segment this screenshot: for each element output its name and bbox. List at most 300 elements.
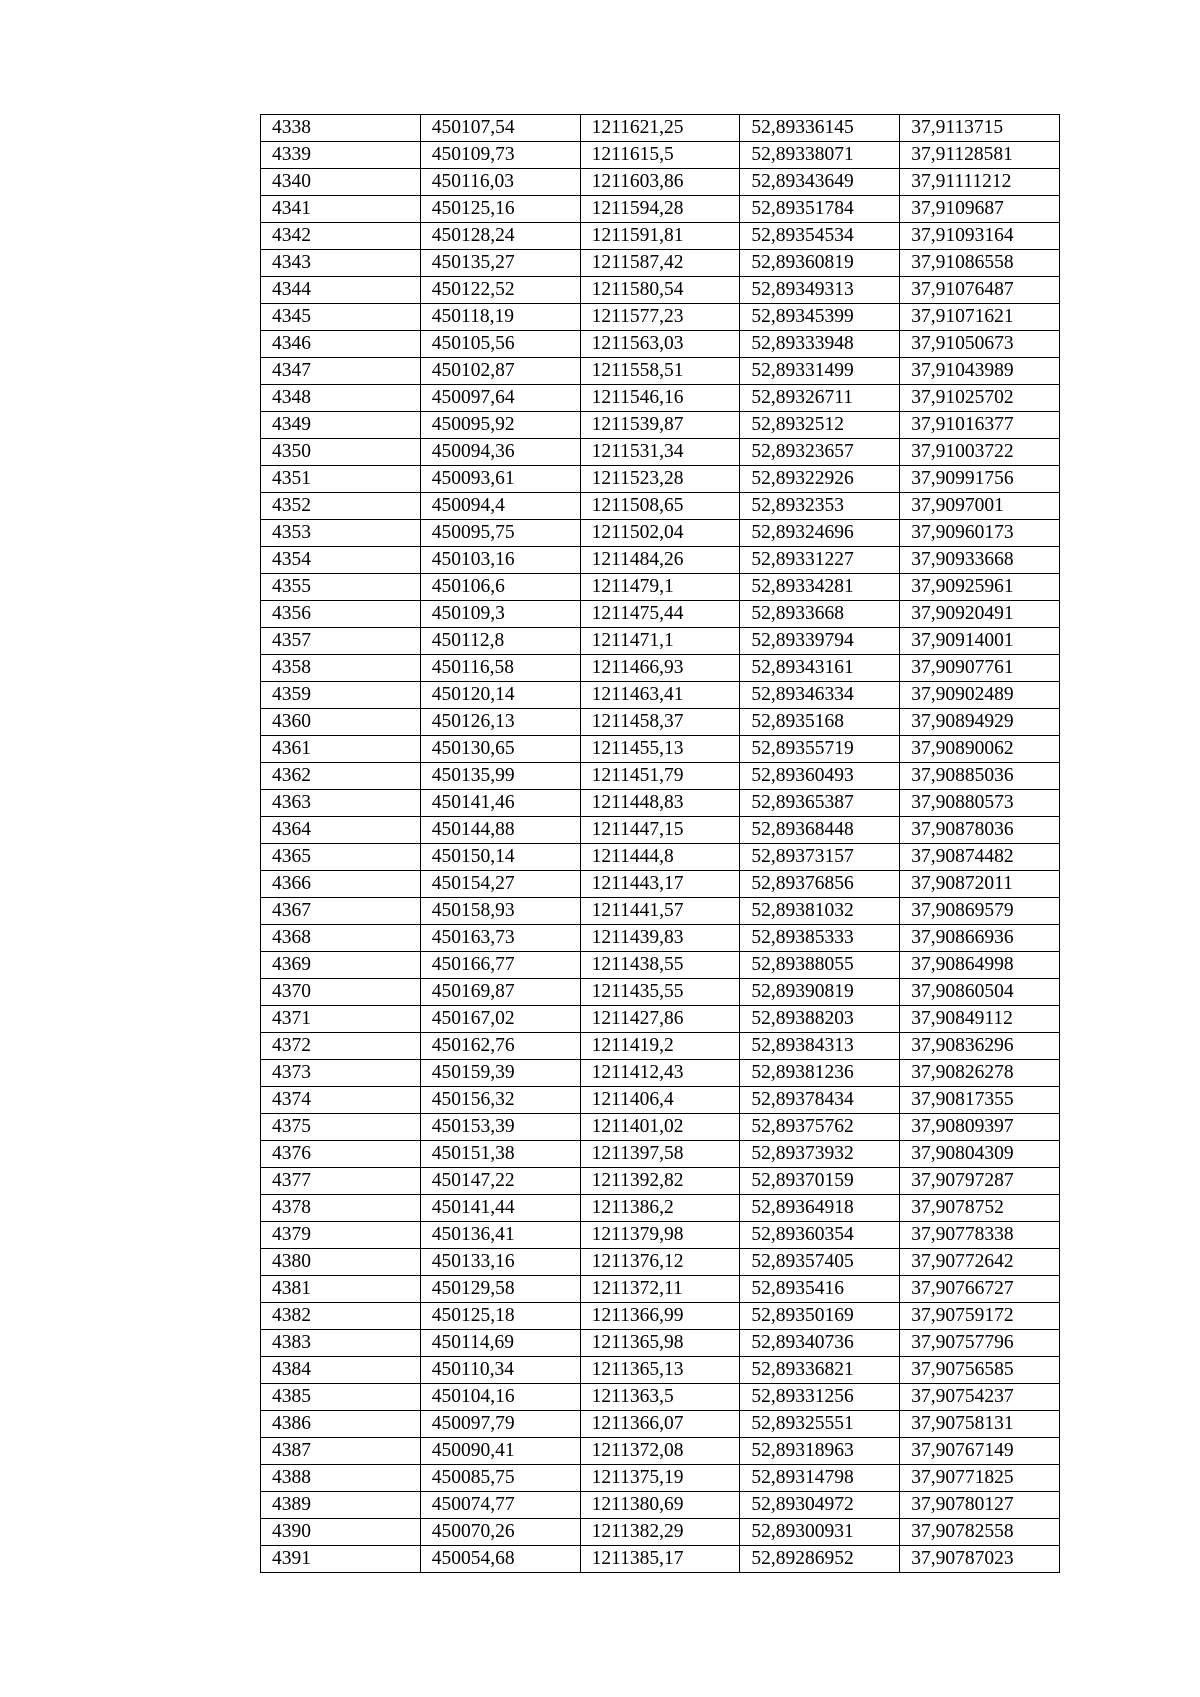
- y-coordinate-cell: 1211419,2: [580, 1033, 740, 1060]
- table-row: [261, 1087, 1060, 1114]
- latitude-cell: 52,89336821: [740, 1357, 900, 1384]
- table-row: [261, 1168, 1060, 1195]
- table-row: [261, 1492, 1060, 1519]
- longitude-cell: 37,90759172: [900, 1303, 1060, 1330]
- latitude-cell: 52,89388055: [740, 952, 900, 979]
- point-number-cell: 4360: [261, 709, 421, 736]
- y-coordinate-cell: 1211366,07: [580, 1411, 740, 1438]
- table-row: [261, 385, 1060, 412]
- point-number-cell: 4353: [261, 520, 421, 547]
- latitude-cell: 52,89339794: [740, 628, 900, 655]
- y-coordinate-cell: 1211441,57: [580, 898, 740, 925]
- longitude-cell: 37,90869579: [900, 898, 1060, 925]
- y-coordinate-cell: 1211365,13: [580, 1357, 740, 1384]
- longitude-cell: 37,90872011: [900, 871, 1060, 898]
- point-number-cell: 4341: [261, 196, 421, 223]
- latitude-cell: 52,89350169: [740, 1303, 900, 1330]
- point-number-cell: 4383: [261, 1330, 421, 1357]
- longitude-cell: 37,90826278: [900, 1060, 1060, 1087]
- y-coordinate-cell: 1211412,43: [580, 1060, 740, 1087]
- x-coordinate-cell: 450109,73: [420, 142, 580, 169]
- y-coordinate-cell: 1211580,54: [580, 277, 740, 304]
- point-number-cell: 4388: [261, 1465, 421, 1492]
- longitude-cell: 37,9109687: [900, 196, 1060, 223]
- table-row: [261, 736, 1060, 763]
- longitude-cell: 37,90771825: [900, 1465, 1060, 1492]
- x-coordinate-cell: 450093,61: [420, 466, 580, 493]
- longitude-cell: 37,90754237: [900, 1384, 1060, 1411]
- longitude-cell: 37,90758131: [900, 1411, 1060, 1438]
- longitude-cell: 37,90890062: [900, 736, 1060, 763]
- latitude-cell: 52,89355719: [740, 736, 900, 763]
- point-number-cell: 4381: [261, 1276, 421, 1303]
- longitude-cell: 37,90885036: [900, 763, 1060, 790]
- y-coordinate-cell: 1211621,25: [580, 115, 740, 142]
- y-coordinate-cell: 1211502,04: [580, 520, 740, 547]
- latitude-cell: 52,8935168: [740, 709, 900, 736]
- table-row: [261, 1438, 1060, 1465]
- longitude-cell: 37,90991756: [900, 466, 1060, 493]
- x-coordinate-cell: 450097,79: [420, 1411, 580, 1438]
- table-row: [261, 844, 1060, 871]
- y-coordinate-cell: 1211382,29: [580, 1519, 740, 1546]
- point-number-cell: 4366: [261, 871, 421, 898]
- x-coordinate-cell: 450095,92: [420, 412, 580, 439]
- longitude-cell: 37,90914001: [900, 628, 1060, 655]
- longitude-cell: 37,9078752: [900, 1195, 1060, 1222]
- y-coordinate-cell: 1211479,1: [580, 574, 740, 601]
- x-coordinate-cell: 450116,03: [420, 169, 580, 196]
- longitude-cell: 37,90907761: [900, 655, 1060, 682]
- x-coordinate-cell: 450162,76: [420, 1033, 580, 1060]
- y-coordinate-cell: 1211438,55: [580, 952, 740, 979]
- latitude-cell: 52,89326711: [740, 385, 900, 412]
- table-row: [261, 1141, 1060, 1168]
- x-coordinate-cell: 450085,75: [420, 1465, 580, 1492]
- point-number-cell: 4354: [261, 547, 421, 574]
- y-coordinate-cell: 1211615,5: [580, 142, 740, 169]
- longitude-cell: 37,90920491: [900, 601, 1060, 628]
- y-coordinate-cell: 1211587,42: [580, 250, 740, 277]
- table-row: [261, 628, 1060, 655]
- x-coordinate-cell: 450151,38: [420, 1141, 580, 1168]
- x-coordinate-cell: 450125,16: [420, 196, 580, 223]
- latitude-cell: 52,89331227: [740, 547, 900, 574]
- x-coordinate-cell: 450135,99: [420, 763, 580, 790]
- latitude-cell: 52,8932353: [740, 493, 900, 520]
- y-coordinate-cell: 1211439,83: [580, 925, 740, 952]
- latitude-cell: 52,89357405: [740, 1249, 900, 1276]
- table-row: [261, 493, 1060, 520]
- x-coordinate-cell: 450166,77: [420, 952, 580, 979]
- x-coordinate-cell: 450074,77: [420, 1492, 580, 1519]
- latitude-cell: 52,89385333: [740, 925, 900, 952]
- point-number-cell: 4370: [261, 979, 421, 1006]
- table-row: [261, 1465, 1060, 1492]
- longitude-cell: 37,90787023: [900, 1546, 1060, 1573]
- table-row: [261, 169, 1060, 196]
- y-coordinate-cell: 1211392,82: [580, 1168, 740, 1195]
- x-coordinate-cell: 450150,14: [420, 844, 580, 871]
- latitude-cell: 52,89300931: [740, 1519, 900, 1546]
- latitude-cell: 52,89388203: [740, 1006, 900, 1033]
- latitude-cell: 52,89360819: [740, 250, 900, 277]
- longitude-cell: 37,90849112: [900, 1006, 1060, 1033]
- y-coordinate-cell: 1211463,41: [580, 682, 740, 709]
- point-number-cell: 4372: [261, 1033, 421, 1060]
- y-coordinate-cell: 1211577,23: [580, 304, 740, 331]
- longitude-cell: 37,90757796: [900, 1330, 1060, 1357]
- y-coordinate-cell: 1211558,51: [580, 358, 740, 385]
- y-coordinate-cell: 1211406,4: [580, 1087, 740, 1114]
- table-row: [261, 574, 1060, 601]
- point-number-cell: 4384: [261, 1357, 421, 1384]
- latitude-cell: 52,89368448: [740, 817, 900, 844]
- longitude-cell: 37,90894929: [900, 709, 1060, 736]
- x-coordinate-cell: 450122,52: [420, 277, 580, 304]
- latitude-cell: 52,89304972: [740, 1492, 900, 1519]
- x-coordinate-cell: 450133,16: [420, 1249, 580, 1276]
- table-row: [261, 790, 1060, 817]
- longitude-cell: 37,90817355: [900, 1087, 1060, 1114]
- longitude-cell: 37,91076487: [900, 277, 1060, 304]
- y-coordinate-cell: 1211372,11: [580, 1276, 740, 1303]
- y-coordinate-cell: 1211443,17: [580, 871, 740, 898]
- latitude-cell: 52,89345399: [740, 304, 900, 331]
- latitude-cell: 52,89384313: [740, 1033, 900, 1060]
- x-coordinate-cell: 450094,4: [420, 493, 580, 520]
- point-number-cell: 4345: [261, 304, 421, 331]
- table-row: [261, 682, 1060, 709]
- x-coordinate-cell: 450125,18: [420, 1303, 580, 1330]
- latitude-cell: 52,89375762: [740, 1114, 900, 1141]
- table-row: [261, 1276, 1060, 1303]
- longitude-cell: 37,91093164: [900, 223, 1060, 250]
- latitude-cell: 52,8933668: [740, 601, 900, 628]
- y-coordinate-cell: 1211435,55: [580, 979, 740, 1006]
- x-coordinate-cell: 450103,16: [420, 547, 580, 574]
- longitude-cell: 37,90778338: [900, 1222, 1060, 1249]
- latitude-cell: 52,89360354: [740, 1222, 900, 1249]
- y-coordinate-cell: 1211484,26: [580, 547, 740, 574]
- latitude-cell: 52,89338071: [740, 142, 900, 169]
- x-coordinate-cell: 450153,39: [420, 1114, 580, 1141]
- latitude-cell: 52,89354534: [740, 223, 900, 250]
- point-number-cell: 4359: [261, 682, 421, 709]
- table-row: [261, 871, 1060, 898]
- latitude-cell: 52,89322926: [740, 466, 900, 493]
- x-coordinate-cell: 450126,13: [420, 709, 580, 736]
- latitude-cell: 52,89365387: [740, 790, 900, 817]
- y-coordinate-cell: 1211594,28: [580, 196, 740, 223]
- point-number-cell: 4338: [261, 115, 421, 142]
- point-number-cell: 4342: [261, 223, 421, 250]
- latitude-cell: 52,89364918: [740, 1195, 900, 1222]
- point-number-cell: 4376: [261, 1141, 421, 1168]
- point-number-cell: 4387: [261, 1438, 421, 1465]
- table-row: [261, 196, 1060, 223]
- latitude-cell: 52,89378434: [740, 1087, 900, 1114]
- y-coordinate-cell: 1211372,08: [580, 1438, 740, 1465]
- latitude-cell: 52,89360493: [740, 763, 900, 790]
- x-coordinate-cell: 450158,93: [420, 898, 580, 925]
- longitude-cell: 37,91050673: [900, 331, 1060, 358]
- longitude-cell: 37,91128581: [900, 142, 1060, 169]
- table-row: [261, 1303, 1060, 1330]
- x-coordinate-cell: 450144,88: [420, 817, 580, 844]
- point-number-cell: 4362: [261, 763, 421, 790]
- y-coordinate-cell: 1211466,93: [580, 655, 740, 682]
- table-row: [261, 1249, 1060, 1276]
- point-number-cell: 4348: [261, 385, 421, 412]
- longitude-cell: 37,90960173: [900, 520, 1060, 547]
- table-row: [261, 1006, 1060, 1033]
- point-number-cell: 4369: [261, 952, 421, 979]
- y-coordinate-cell: 1211539,87: [580, 412, 740, 439]
- latitude-cell: 52,89390819: [740, 979, 900, 1006]
- x-coordinate-cell: 450129,58: [420, 1276, 580, 1303]
- table-row: [261, 412, 1060, 439]
- y-coordinate-cell: 1211471,1: [580, 628, 740, 655]
- point-number-cell: 4346: [261, 331, 421, 358]
- y-coordinate-cell: 1211563,03: [580, 331, 740, 358]
- x-coordinate-cell: 450106,6: [420, 574, 580, 601]
- coordinates-table: [260, 114, 1060, 1573]
- x-coordinate-cell: 450070,26: [420, 1519, 580, 1546]
- x-coordinate-cell: 450141,44: [420, 1195, 580, 1222]
- x-coordinate-cell: 450141,46: [420, 790, 580, 817]
- longitude-cell: 37,91043989: [900, 358, 1060, 385]
- latitude-cell: 52,89343649: [740, 169, 900, 196]
- y-coordinate-cell: 1211458,37: [580, 709, 740, 736]
- point-number-cell: 4379: [261, 1222, 421, 1249]
- table-row: [261, 979, 1060, 1006]
- longitude-cell: 37,90878036: [900, 817, 1060, 844]
- point-number-cell: 4361: [261, 736, 421, 763]
- point-number-cell: 4373: [261, 1060, 421, 1087]
- longitude-cell: 37,90925961: [900, 574, 1060, 601]
- point-number-cell: 4344: [261, 277, 421, 304]
- latitude-cell: 52,89324696: [740, 520, 900, 547]
- table-row: [261, 1411, 1060, 1438]
- point-number-cell: 4357: [261, 628, 421, 655]
- longitude-cell: 37,90756585: [900, 1357, 1060, 1384]
- longitude-cell: 37,90780127: [900, 1492, 1060, 1519]
- latitude-cell: 52,89318963: [740, 1438, 900, 1465]
- latitude-cell: 52,89370159: [740, 1168, 900, 1195]
- y-coordinate-cell: 1211475,44: [580, 601, 740, 628]
- y-coordinate-cell: 1211546,16: [580, 385, 740, 412]
- latitude-cell: 52,8935416: [740, 1276, 900, 1303]
- point-number-cell: 4371: [261, 1006, 421, 1033]
- point-number-cell: 4391: [261, 1546, 421, 1573]
- table-row: [261, 601, 1060, 628]
- table-row: [261, 277, 1060, 304]
- table-row: [261, 763, 1060, 790]
- table-row: [261, 1033, 1060, 1060]
- longitude-cell: 37,90836296: [900, 1033, 1060, 1060]
- longitude-cell: 37,9113715: [900, 115, 1060, 142]
- y-coordinate-cell: 1211591,81: [580, 223, 740, 250]
- table-row: [261, 1330, 1060, 1357]
- table-row: [261, 1357, 1060, 1384]
- table-row: [261, 925, 1060, 952]
- point-number-cell: 4350: [261, 439, 421, 466]
- table-row: [261, 331, 1060, 358]
- x-coordinate-cell: 450136,41: [420, 1222, 580, 1249]
- longitude-cell: 37,90874482: [900, 844, 1060, 871]
- x-coordinate-cell: 450054,68: [420, 1546, 580, 1573]
- table-row: [261, 1519, 1060, 1546]
- latitude-cell: 52,89346334: [740, 682, 900, 709]
- y-coordinate-cell: 1211455,13: [580, 736, 740, 763]
- table-row: [261, 1222, 1060, 1249]
- x-coordinate-cell: 450110,34: [420, 1357, 580, 1384]
- y-coordinate-cell: 1211531,34: [580, 439, 740, 466]
- point-number-cell: 4363: [261, 790, 421, 817]
- table-row: [261, 655, 1060, 682]
- x-coordinate-cell: 450090,41: [420, 1438, 580, 1465]
- table-row: [261, 1114, 1060, 1141]
- table-row: [261, 358, 1060, 385]
- x-coordinate-cell: 450167,02: [420, 1006, 580, 1033]
- point-number-cell: 4390: [261, 1519, 421, 1546]
- longitude-cell: 37,90809397: [900, 1114, 1060, 1141]
- x-coordinate-cell: 450128,24: [420, 223, 580, 250]
- x-coordinate-cell: 450109,3: [420, 601, 580, 628]
- y-coordinate-cell: 1211363,5: [580, 1384, 740, 1411]
- table-row: [261, 1195, 1060, 1222]
- longitude-cell: 37,90797287: [900, 1168, 1060, 1195]
- x-coordinate-cell: 450105,56: [420, 331, 580, 358]
- longitude-cell: 37,91025702: [900, 385, 1060, 412]
- longitude-cell: 37,90864998: [900, 952, 1060, 979]
- point-number-cell: 4343: [261, 250, 421, 277]
- y-coordinate-cell: 1211385,17: [580, 1546, 740, 1573]
- point-number-cell: 4389: [261, 1492, 421, 1519]
- point-number-cell: 4364: [261, 817, 421, 844]
- latitude-cell: 52,89286952: [740, 1546, 900, 1573]
- table-row: [261, 250, 1060, 277]
- x-coordinate-cell: 450112,8: [420, 628, 580, 655]
- table-row: [261, 898, 1060, 925]
- point-number-cell: 4352: [261, 493, 421, 520]
- latitude-cell: 52,89331499: [740, 358, 900, 385]
- latitude-cell: 52,89373157: [740, 844, 900, 871]
- y-coordinate-cell: 1211375,19: [580, 1465, 740, 1492]
- table-row: [261, 709, 1060, 736]
- x-coordinate-cell: 450118,19: [420, 304, 580, 331]
- y-coordinate-cell: 1211448,83: [580, 790, 740, 817]
- point-number-cell: 4378: [261, 1195, 421, 1222]
- point-number-cell: 4382: [261, 1303, 421, 1330]
- point-number-cell: 4380: [261, 1249, 421, 1276]
- x-coordinate-cell: 450147,22: [420, 1168, 580, 1195]
- table-row: [261, 520, 1060, 547]
- latitude-cell: 52,89351784: [740, 196, 900, 223]
- y-coordinate-cell: 1211376,12: [580, 1249, 740, 1276]
- latitude-cell: 52,89343161: [740, 655, 900, 682]
- x-coordinate-cell: 450154,27: [420, 871, 580, 898]
- table-row: [261, 466, 1060, 493]
- x-coordinate-cell: 450135,27: [420, 250, 580, 277]
- y-coordinate-cell: 1211397,58: [580, 1141, 740, 1168]
- table-row: [261, 547, 1060, 574]
- y-coordinate-cell: 1211401,02: [580, 1114, 740, 1141]
- latitude-cell: 52,89314798: [740, 1465, 900, 1492]
- x-coordinate-cell: 450094,36: [420, 439, 580, 466]
- latitude-cell: 52,89340736: [740, 1330, 900, 1357]
- x-coordinate-cell: 450169,87: [420, 979, 580, 1006]
- y-coordinate-cell: 1211523,28: [580, 466, 740, 493]
- longitude-cell: 37,90860504: [900, 979, 1060, 1006]
- x-coordinate-cell: 450156,32: [420, 1087, 580, 1114]
- latitude-cell: 52,89331256: [740, 1384, 900, 1411]
- table-row: [261, 817, 1060, 844]
- point-number-cell: 4356: [261, 601, 421, 628]
- x-coordinate-cell: 450107,54: [420, 115, 580, 142]
- point-number-cell: 4386: [261, 1411, 421, 1438]
- y-coordinate-cell: 1211451,79: [580, 763, 740, 790]
- table-row: [261, 304, 1060, 331]
- y-coordinate-cell: 1211427,86: [580, 1006, 740, 1033]
- table-row: [261, 952, 1060, 979]
- point-number-cell: 4339: [261, 142, 421, 169]
- longitude-cell: 37,90767149: [900, 1438, 1060, 1465]
- coordinates-table-body: [261, 115, 1060, 1573]
- longitude-cell: 37,91111212: [900, 169, 1060, 196]
- longitude-cell: 37,91003722: [900, 439, 1060, 466]
- longitude-cell: 37,90782558: [900, 1519, 1060, 1546]
- point-number-cell: 4367: [261, 898, 421, 925]
- longitude-cell: 37,90772642: [900, 1249, 1060, 1276]
- point-number-cell: 4368: [261, 925, 421, 952]
- y-coordinate-cell: 1211508,65: [580, 493, 740, 520]
- table-row: [261, 1384, 1060, 1411]
- table-row: [261, 142, 1060, 169]
- point-number-cell: 4355: [261, 574, 421, 601]
- latitude-cell: 52,89336145: [740, 115, 900, 142]
- longitude-cell: 37,9097001: [900, 493, 1060, 520]
- longitude-cell: 37,90880573: [900, 790, 1060, 817]
- latitude-cell: 52,89349313: [740, 277, 900, 304]
- table-row: [261, 1546, 1060, 1573]
- longitude-cell: 37,90866936: [900, 925, 1060, 952]
- x-coordinate-cell: 450097,64: [420, 385, 580, 412]
- point-number-cell: 4374: [261, 1087, 421, 1114]
- x-coordinate-cell: 450095,75: [420, 520, 580, 547]
- x-coordinate-cell: 450116,58: [420, 655, 580, 682]
- y-coordinate-cell: 1211447,15: [580, 817, 740, 844]
- latitude-cell: 52,89381236: [740, 1060, 900, 1087]
- longitude-cell: 37,90933668: [900, 547, 1060, 574]
- latitude-cell: 52,89381032: [740, 898, 900, 925]
- y-coordinate-cell: 1211603,86: [580, 169, 740, 196]
- point-number-cell: 4340: [261, 169, 421, 196]
- point-number-cell: 4351: [261, 466, 421, 493]
- longitude-cell: 37,90902489: [900, 682, 1060, 709]
- point-number-cell: 4358: [261, 655, 421, 682]
- point-number-cell: 4349: [261, 412, 421, 439]
- latitude-cell: 52,89373932: [740, 1141, 900, 1168]
- latitude-cell: 52,8932512: [740, 412, 900, 439]
- table-row: [261, 439, 1060, 466]
- longitude-cell: 37,91016377: [900, 412, 1060, 439]
- latitude-cell: 52,89323657: [740, 439, 900, 466]
- point-number-cell: 4385: [261, 1384, 421, 1411]
- x-coordinate-cell: 450104,16: [420, 1384, 580, 1411]
- latitude-cell: 52,89334281: [740, 574, 900, 601]
